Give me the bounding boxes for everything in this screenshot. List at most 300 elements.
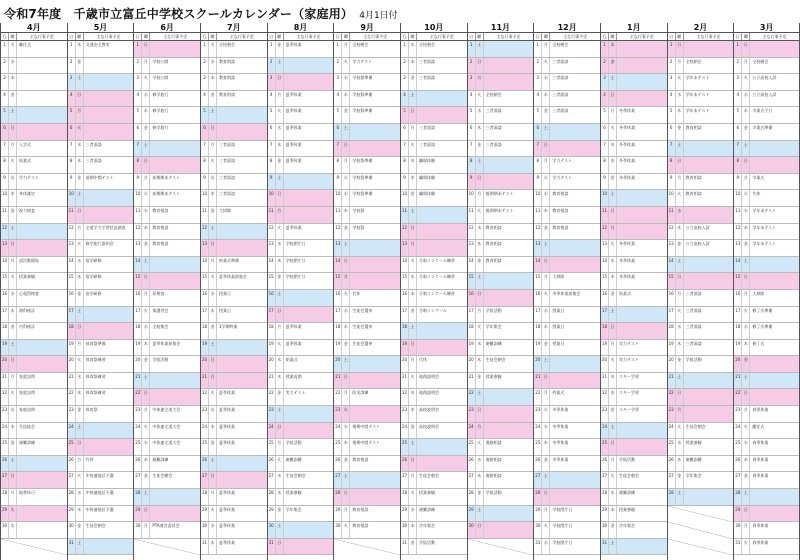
weekday-label: 土 — [76, 423, 84, 439]
day-row — [468, 141, 534, 158]
day-number: 24 — [268, 423, 276, 439]
day-row — [201, 356, 267, 373]
weekday-label: 月 — [276, 323, 284, 339]
weekday-label: 火 — [209, 41, 217, 57]
event-text: 夏季休業 — [285, 42, 302, 47]
day-row — [201, 240, 267, 257]
weekday-label: 金 — [742, 124, 750, 140]
weekday-label: 土 — [676, 141, 684, 157]
day-number: 4 — [668, 91, 676, 107]
weekday-label: 土 — [742, 141, 750, 157]
weekday-label: 金 — [276, 506, 284, 522]
day-number: 3 — [401, 74, 409, 90]
event-text: 生徒会朝会 — [285, 473, 306, 479]
weekday-header: 曜 — [409, 33, 417, 40]
weekday-label: 木 — [409, 522, 417, 538]
day-number: 20 — [68, 356, 76, 372]
event-text — [350, 273, 400, 289]
event-text: 交通安全教室 — [85, 42, 110, 47]
month-column — [467, 23, 534, 560]
day-row — [134, 74, 200, 91]
day-row — [734, 41, 799, 58]
day-row — [601, 389, 667, 406]
event-text: 夏季休業 — [285, 324, 302, 330]
day-number: 17 — [68, 307, 76, 323]
day-number: 3 — [601, 74, 609, 90]
day-row — [1, 356, 67, 373]
weekday-label: 木 — [742, 340, 750, 356]
day-number: 13 — [134, 240, 142, 256]
event-text: 三者面談 — [219, 141, 235, 147]
day-row — [68, 157, 134, 174]
event-text: 全校朝会 — [419, 42, 435, 47]
day-number: 7 — [401, 141, 409, 157]
day-number: 28 — [1, 489, 9, 505]
day-row — [468, 74, 534, 91]
weekday-label: 月 — [609, 107, 617, 123]
event-text — [617, 307, 667, 323]
event-text: 授業参観 — [419, 490, 435, 496]
day-row — [401, 522, 467, 539]
event-text — [284, 307, 334, 323]
day-number: 12 — [534, 224, 542, 240]
event-text: 学校閉庁日 — [285, 257, 306, 263]
day-row — [468, 506, 534, 523]
weekday-label: 火 — [276, 340, 284, 356]
day-number: 13 — [201, 240, 209, 256]
day-row — [334, 389, 400, 406]
event-text: 大掃除 — [219, 207, 231, 213]
weekday-label: 月 — [209, 489, 217, 505]
day-row — [468, 190, 534, 207]
event-text: 学年末テスト — [752, 241, 777, 247]
event-text — [17, 240, 67, 256]
day-number: 24 — [534, 423, 542, 439]
event-text: 授業日 — [552, 324, 565, 330]
day-row — [734, 290, 799, 307]
day-number: 20 — [334, 356, 342, 372]
day-row — [268, 141, 334, 158]
weekday-label: 木 — [609, 389, 617, 405]
day-row — [334, 107, 400, 124]
event-text: 職場体験 — [419, 174, 435, 180]
day-row — [534, 273, 600, 290]
event-text — [684, 141, 734, 157]
event-text: 夏季休業 — [219, 423, 235, 429]
event-text: 進路説明会 — [419, 390, 439, 396]
day-number: 3 — [268, 74, 276, 90]
event-text: 学級活動 — [485, 307, 502, 313]
day-rows — [601, 41, 667, 560]
event-text: 三者面談 — [485, 124, 502, 130]
day-row — [334, 74, 400, 91]
event-text — [17, 74, 67, 90]
event-text: 全道学力学習状況調査 — [85, 224, 126, 230]
day-row — [468, 290, 534, 307]
day-row — [201, 406, 267, 423]
day-number: 11 — [534, 207, 542, 223]
event-text — [217, 224, 267, 240]
weekday-label: 土 — [609, 539, 617, 555]
event-text: 三者面談 — [552, 75, 569, 81]
day-row — [468, 522, 534, 539]
day-number: 19 — [401, 340, 409, 356]
day-number: 3 — [468, 74, 476, 90]
weekday-label: 水 — [76, 257, 84, 273]
day-number: 14 — [534, 257, 542, 273]
weekday-header: 曜 — [676, 33, 684, 40]
event-text: 終業式準備 — [219, 257, 239, 263]
day-row — [1, 74, 67, 91]
day-number: 13 — [601, 240, 609, 256]
weekday-label: 金 — [476, 257, 484, 273]
weekday-label: 火 — [9, 273, 17, 289]
day-number: 11 — [734, 207, 742, 223]
event-text — [617, 41, 667, 57]
day-number: 16 — [134, 290, 142, 306]
day-number: 19 — [334, 340, 342, 356]
day-number: 25 — [734, 439, 742, 455]
event-text — [150, 41, 200, 57]
day-row — [401, 141, 467, 158]
day-row — [401, 506, 467, 523]
weekday-label: 水 — [9, 174, 17, 190]
weekday-label: 日 — [676, 389, 684, 405]
day-row — [1, 489, 67, 506]
day-row — [268, 58, 334, 75]
event-text — [284, 406, 334, 422]
day-number: 12 — [1, 224, 9, 240]
day-number: 1 — [134, 41, 142, 57]
event-text — [617, 58, 667, 74]
empty-day-row — [468, 539, 534, 556]
event-text: 始業式 — [285, 357, 298, 363]
day-row — [134, 41, 200, 58]
weekday-label: 水 — [276, 124, 284, 140]
day-number: 26 — [734, 456, 742, 472]
day-row — [1, 439, 67, 456]
day-row — [334, 174, 400, 191]
event-text: 学校祭準備 — [352, 158, 373, 164]
day-row — [468, 439, 534, 456]
day-row — [601, 290, 667, 307]
event-text: 学級活動 — [285, 440, 302, 446]
day-row — [401, 323, 467, 340]
event-text: 学校閉庁日 — [552, 539, 573, 545]
day-number: 18 — [468, 323, 476, 339]
day-number: 22 — [268, 389, 276, 405]
day-number: 6 — [468, 124, 476, 140]
event-text: 教育相談 — [552, 224, 569, 230]
month-column — [133, 23, 200, 560]
day-number: 20 — [468, 356, 476, 372]
weekday-label: 木 — [276, 141, 284, 157]
day-row — [68, 489, 134, 506]
day-row — [68, 340, 134, 357]
day-row — [1, 107, 67, 124]
event-text: 実力テスト — [285, 390, 306, 396]
event-text: 学級活動 — [152, 357, 169, 363]
event-text: 後期中間テスト — [352, 440, 381, 446]
weekday-label: 水 — [742, 323, 750, 339]
event-text — [17, 107, 67, 123]
month-name: 12月 — [534, 23, 600, 33]
day-row — [534, 91, 600, 108]
day-number: 17 — [334, 307, 342, 323]
weekday-label: 木 — [9, 307, 17, 323]
day-number: 23 — [534, 406, 542, 422]
event-text — [150, 506, 200, 522]
day-header: 日 — [1, 33, 9, 40]
events-header: 主な行事予定 — [629, 34, 654, 39]
day-number: 10 — [401, 190, 409, 206]
day-row — [68, 107, 134, 124]
event-text: 後期期末テスト — [485, 207, 514, 213]
day-number: 21 — [401, 373, 409, 389]
day-row — [1, 91, 67, 108]
day-header: 日 — [268, 33, 276, 40]
weekday-label: 火 — [9, 157, 17, 173]
day-row — [601, 356, 667, 373]
month-name: 10月 — [401, 23, 467, 33]
event-text: 夏季休業 — [219, 407, 235, 413]
event-text — [750, 489, 799, 505]
day-row — [668, 323, 734, 340]
weekday-label: 月 — [276, 91, 284, 107]
empty-day-row — [134, 539, 200, 556]
weekday-label: 火 — [409, 257, 417, 273]
day-row — [401, 290, 467, 307]
event-text: 全校朝会 — [352, 42, 369, 47]
event-text: 体育祭準備 — [85, 340, 106, 346]
weekday-label: 水 — [542, 423, 550, 439]
day-row — [201, 107, 267, 124]
day-number: 5 — [68, 107, 76, 123]
month-column-header — [401, 33, 467, 41]
month-column-header — [334, 33, 400, 41]
weekday-label: 水 — [476, 456, 484, 472]
weekday-label: 月 — [342, 389, 350, 405]
event-text: 前期期末テスト — [152, 191, 181, 197]
weekday-label: 月 — [676, 290, 684, 306]
month-column — [267, 23, 334, 560]
day-row — [268, 224, 334, 241]
day-number: 12 — [68, 224, 76, 240]
weekday-label: 日 — [209, 472, 217, 488]
day-row — [534, 373, 600, 390]
day-row — [1, 58, 67, 75]
event-text: 冬季休業 — [552, 423, 569, 429]
day-number: 28 — [201, 489, 209, 505]
weekday-label: 月 — [342, 157, 350, 173]
event-text — [550, 489, 600, 505]
weekday-label: 水 — [609, 257, 617, 273]
weekday-label: 木 — [276, 257, 284, 273]
weekday-label: 火 — [609, 356, 617, 372]
day-row — [668, 389, 734, 406]
day-row — [401, 356, 467, 373]
day-row — [468, 356, 534, 373]
day-row — [668, 58, 734, 75]
event-text — [417, 439, 467, 455]
event-text — [217, 124, 267, 140]
day-row — [668, 141, 734, 158]
weekday-label: 水 — [209, 290, 217, 306]
event-text — [84, 323, 134, 339]
day-row — [268, 307, 334, 324]
event-text: 修学旅行説明会 — [85, 241, 114, 247]
day-number: 7 — [668, 141, 676, 157]
weekday-label: 日 — [9, 240, 17, 256]
event-text: 教育相談 — [352, 523, 369, 529]
month-name: 2月 — [668, 23, 734, 33]
day-row — [268, 190, 334, 207]
event-text: 中体連地区予選 — [85, 473, 114, 479]
day-number: 17 — [1, 307, 9, 323]
weekday-label: 火 — [476, 323, 484, 339]
day-row — [134, 91, 200, 108]
day-number: 11 — [334, 207, 342, 223]
weekday-label: 木 — [609, 157, 617, 173]
event-text: 離任式 — [752, 423, 765, 429]
day-row — [601, 406, 667, 423]
event-text — [417, 340, 467, 356]
weekday-label: 木 — [276, 489, 284, 505]
weekday-label: 金 — [342, 456, 350, 472]
event-text: 避難訓練 — [19, 440, 35, 446]
day-row — [201, 224, 267, 241]
day-number: 17 — [134, 307, 142, 323]
day-number: 26 — [468, 456, 476, 472]
weekday-label: 月 — [742, 174, 750, 190]
event-text — [750, 157, 799, 173]
day-row — [134, 157, 200, 174]
day-number: 22 — [1, 389, 9, 405]
weekday-label: 日 — [542, 257, 550, 273]
day-number: 28 — [134, 489, 142, 505]
day-row — [68, 290, 134, 307]
day-number: 31 — [68, 539, 76, 555]
day-row — [201, 41, 267, 58]
event-text: 全校朝会 — [752, 58, 769, 64]
day-row — [601, 506, 667, 523]
day-number: 28 — [468, 489, 476, 505]
weekday-label: 水 — [676, 323, 684, 339]
day-number: 22 — [401, 389, 409, 405]
weekday-label: 火 — [342, 522, 350, 538]
day-number: 10 — [68, 190, 76, 206]
weekday-label: 日 — [9, 472, 17, 488]
event-text — [484, 157, 534, 173]
event-text — [217, 456, 267, 472]
event-text: 合唱コンクール — [419, 307, 447, 313]
month-name: 6月 — [134, 23, 200, 33]
event-text: 振替休日 — [19, 490, 35, 496]
weekday-label: 月 — [476, 190, 484, 206]
day-row — [601, 41, 667, 58]
weekday-label: 木 — [342, 207, 350, 223]
weekday-label: 日 — [676, 273, 684, 289]
day-number: 28 — [534, 489, 542, 505]
event-text — [484, 41, 534, 57]
weekday-label: 火 — [76, 472, 84, 488]
day-number: 28 — [334, 489, 342, 505]
weekday-label: 土 — [342, 472, 350, 488]
weekday-label: 金 — [676, 356, 684, 372]
event-text: 学校閉庁日 — [552, 506, 573, 512]
event-text: 春季休業 — [752, 523, 769, 529]
day-row — [268, 522, 334, 539]
day-number: 23 — [334, 406, 342, 422]
event-text: 代休 — [85, 456, 94, 462]
day-row — [68, 307, 134, 324]
weekday-label: 金 — [209, 439, 217, 455]
day-number: 6 — [668, 124, 676, 140]
event-text — [684, 207, 734, 223]
day-number: 17 — [401, 307, 409, 323]
weekday-label: 月 — [742, 290, 750, 306]
weekday-label: 月 — [76, 456, 84, 472]
event-text: 修了式準備 — [752, 324, 773, 330]
weekday-label: 月 — [409, 240, 417, 256]
day-number: 24 — [401, 423, 409, 439]
event-text — [417, 240, 467, 256]
day-row — [201, 124, 267, 141]
weekday-label: 金 — [342, 224, 350, 240]
event-text: 生徒会選挙 — [352, 340, 373, 346]
day-number: 31 — [268, 539, 276, 555]
weekday-label: 水 — [742, 439, 750, 455]
event-text: 授業参観 — [285, 490, 302, 496]
weekday-label: 水 — [542, 307, 550, 323]
weekday-label: 土 — [409, 91, 417, 107]
weekday-label: 月 — [542, 506, 550, 522]
event-text: 公立高校入試 — [685, 224, 710, 230]
events-header: 主な行事予定 — [163, 34, 188, 39]
event-text: 夏季休業 — [219, 490, 235, 496]
day-row — [668, 157, 734, 174]
weekday-label: 水 — [409, 41, 417, 57]
day-row — [601, 522, 667, 539]
day-row — [534, 522, 600, 539]
day-number: 16 — [534, 290, 542, 306]
event-text — [750, 141, 799, 157]
weekday-label: 日 — [742, 41, 750, 57]
weekday-label: 金 — [76, 58, 84, 74]
event-text — [217, 373, 267, 389]
day-row — [734, 340, 799, 357]
day-number: 9 — [401, 174, 409, 190]
day-row — [1, 240, 67, 257]
event-text: 教育相談 — [152, 207, 169, 213]
month-name: 3月 — [734, 23, 799, 33]
event-text — [684, 273, 734, 289]
day-number: 7 — [268, 141, 276, 157]
weekday-label: 土 — [542, 240, 550, 256]
event-text: 代休 — [352, 290, 361, 296]
weekday-label: 日 — [76, 91, 84, 107]
day-row — [601, 124, 667, 141]
day-number: 29 — [68, 506, 76, 522]
day-row — [401, 124, 467, 141]
event-text: 生徒会朝会 — [619, 473, 639, 479]
weekday-label: 土 — [742, 257, 750, 273]
day-row — [134, 240, 200, 257]
day-row — [201, 340, 267, 357]
event-text: 体育祭練習 — [85, 390, 106, 396]
event-text — [550, 124, 600, 140]
day-row — [534, 489, 600, 506]
